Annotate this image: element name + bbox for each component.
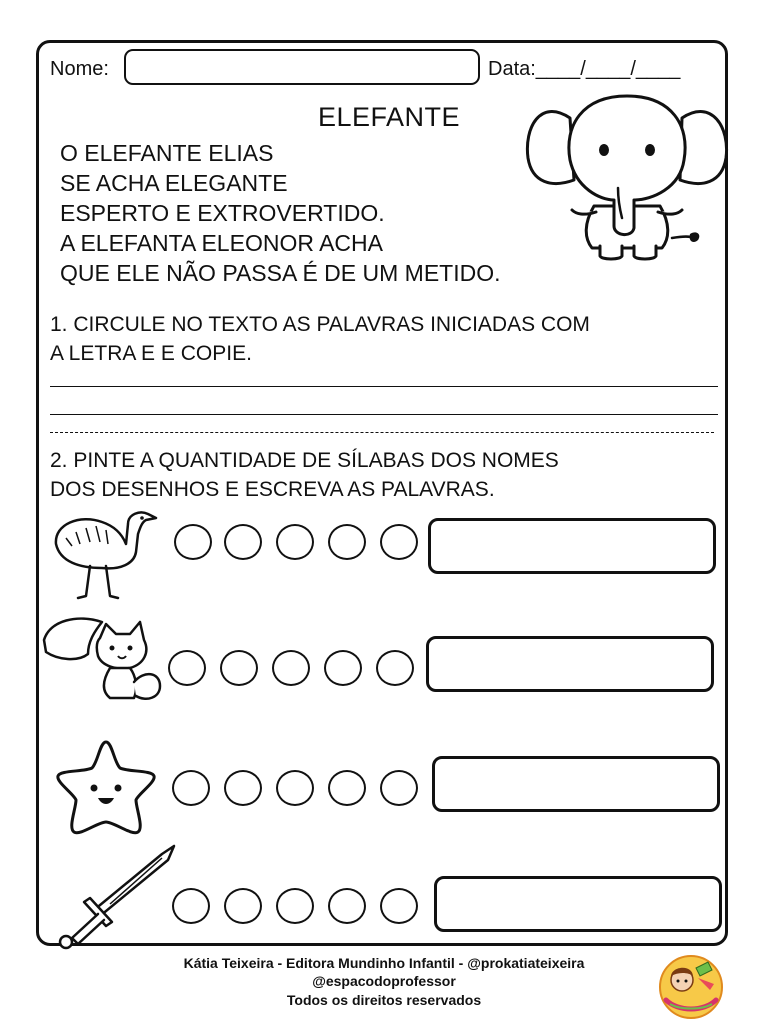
answer-line[interactable] xyxy=(50,414,718,415)
syllable-circle[interactable] xyxy=(376,650,414,686)
syllable-circle[interactable] xyxy=(172,770,210,806)
syllable-circle[interactable] xyxy=(380,524,418,560)
squirrel-icon xyxy=(40,612,164,704)
question-1-line: A LETRA E E COPIE. xyxy=(50,342,252,365)
syllable-circle[interactable] xyxy=(324,650,362,686)
elephant-icon xyxy=(522,88,732,263)
story-line: ESPERTO E EXTROVERTIDO. xyxy=(60,200,385,226)
syllable-circle[interactable] xyxy=(276,888,314,924)
name-field[interactable] xyxy=(124,49,480,85)
syllable-circle[interactable] xyxy=(224,524,262,560)
sword-icon xyxy=(50,842,180,950)
syllable-circle[interactable] xyxy=(276,524,314,560)
syllable-circle[interactable] xyxy=(272,650,310,686)
story-line: O ELEFANTE ELIAS xyxy=(60,140,274,166)
story-line: A ELEFANTA ELEONOR ACHA xyxy=(60,230,383,256)
footer-credits: Kátia Teixeira - Editora Mundinho Infantil - @prokatiateixeira xyxy=(183,955,585,971)
star-icon xyxy=(52,736,162,836)
syllable-circle[interactable] xyxy=(174,524,212,560)
footer-handle: @espacodoprofessor xyxy=(312,973,456,989)
syllable-circle[interactable] xyxy=(224,770,262,806)
question-2-line: DOS DESENHOS E ESCREVA AS PALAVRAS. xyxy=(50,478,495,501)
syllable-circle[interactable] xyxy=(276,770,314,806)
date-field[interactable]: Data:____/____/____ xyxy=(488,58,681,80)
emu-icon xyxy=(50,504,160,604)
story-text xyxy=(60,138,501,288)
question-2 xyxy=(50,446,718,504)
syllable-circle[interactable] xyxy=(172,888,210,924)
word-answer-box[interactable] xyxy=(432,756,720,812)
story-title: ELEFANTE xyxy=(318,102,461,132)
story-line: QUE ELE NÃO PASSA É DE UM METIDO. xyxy=(60,260,501,286)
name-label: Nome: xyxy=(50,58,109,80)
footer-rights: Todos os direitos reservados xyxy=(286,992,482,1008)
publisher-logo-icon xyxy=(656,954,726,1020)
question-2-line: 2. PINTE A QUANTIDADE DE SÍLABAS DOS NOMES xyxy=(50,449,559,472)
syllable-circle[interactable] xyxy=(380,888,418,924)
syllable-circle[interactable] xyxy=(220,650,258,686)
syllable-circle[interactable] xyxy=(224,888,262,924)
syllable-circle[interactable] xyxy=(328,888,366,924)
question-1 xyxy=(50,310,718,368)
syllable-circle[interactable] xyxy=(168,650,206,686)
section-divider xyxy=(50,432,714,433)
story-line: SE ACHA ELEGANTE xyxy=(60,170,288,196)
word-answer-box[interactable] xyxy=(434,876,722,932)
word-answer-box[interactable] xyxy=(426,636,714,692)
question-1-line: 1. CIRCULE NO TEXTO AS PALAVRAS INICIADAS COM xyxy=(50,313,590,336)
syllable-circle[interactable] xyxy=(328,770,366,806)
syllable-circle[interactable] xyxy=(328,524,366,560)
answer-line[interactable] xyxy=(50,386,718,387)
syllable-circle[interactable] xyxy=(380,770,418,806)
word-answer-box[interactable] xyxy=(428,518,716,574)
